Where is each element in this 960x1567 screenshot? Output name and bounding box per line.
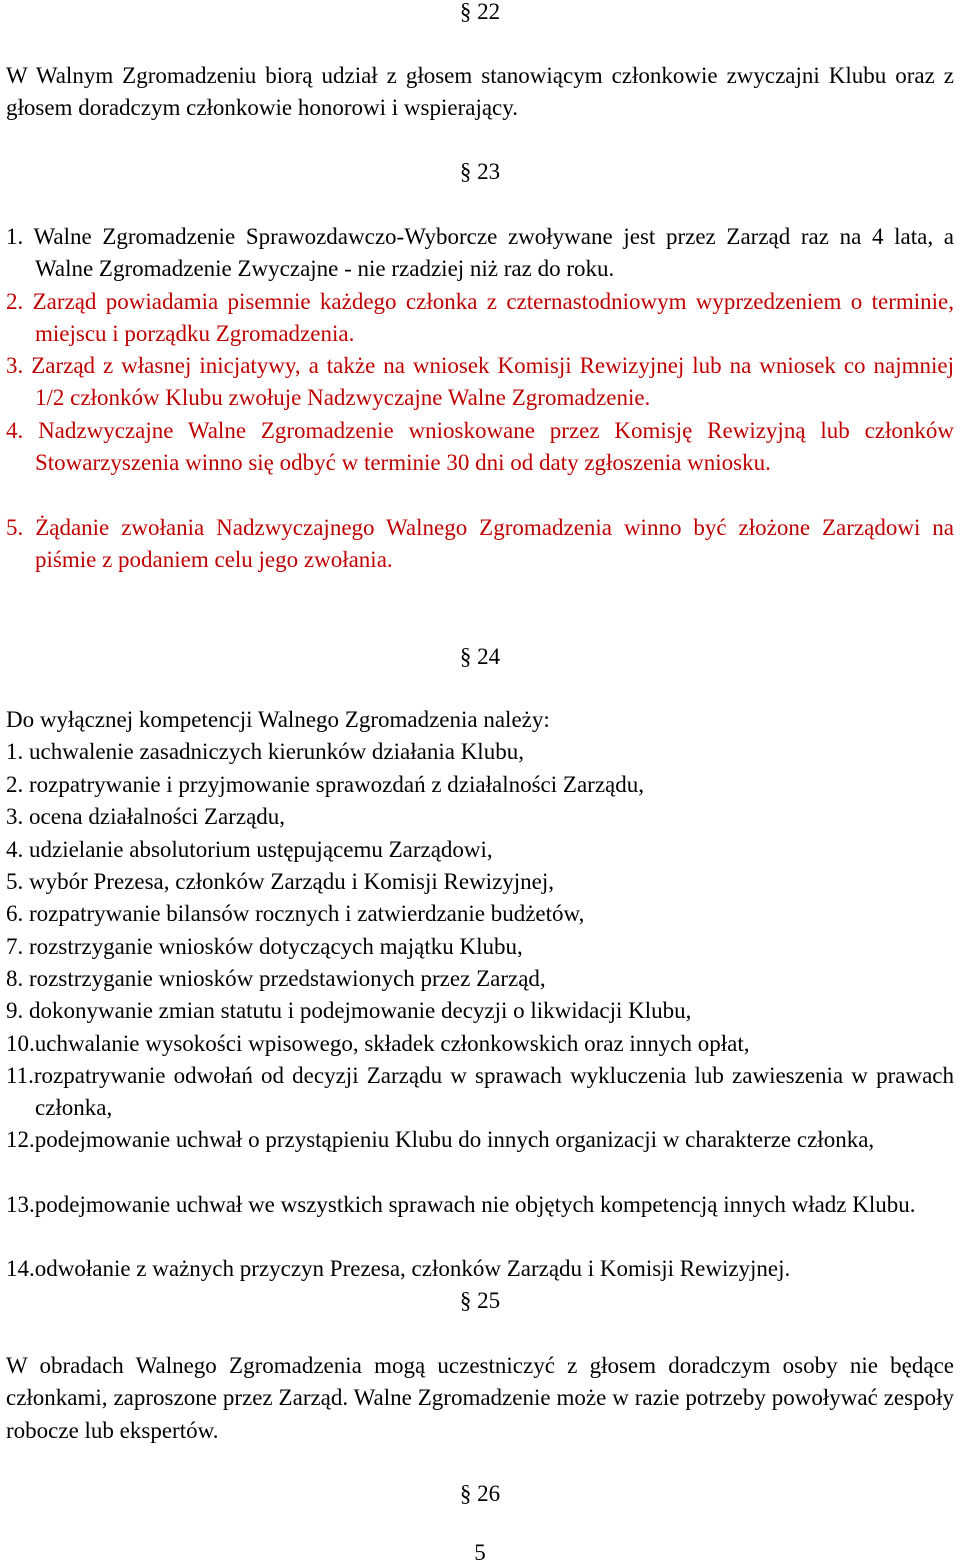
- section-24-item-2: 2. rozpatrywanie i przyjmowanie sprawozdań z działalności Zarządu,: [6, 772, 644, 797]
- section-heading-24: § 24: [459, 644, 501, 669]
- section-24-item-1: 1. uchwalenie zasadniczych kierunków działania Klubu,: [6, 739, 524, 764]
- section-24-item-14: 14.odwołanie z ważnych przyczyn Prezesa, członków Zarządu i Komisji Rewizyjnej.: [6, 1256, 791, 1281]
- section-24-item-6: 6. rozpatrywanie bilansów rocznych i zatwierdzanie budżetów,: [6, 901, 585, 926]
- section-23-item-5: 5. Żądanie zwołania Nadzwyczajnego Walnego Zgromadzenia winno być złożone Zarządowi na piśmie z podaniem celu jego zwołania.: [6, 515, 954, 573]
- section-23-item-3: 3. Zarząd z własnej inicjatywy, a także na wniosek Komisji Rewizyjnej lub na wniosek co najmniej 1/2 członków Klubu zwołuje Nadzwyczajne Walne Zgromadzenie.: [6, 353, 954, 411]
- section-24-item-11: 11.rozpatrywanie odwołań od decyzji Zarządu w sprawach wykluczenia lub zawieszenia w prawach członka,: [6, 1063, 954, 1121]
- section-heading-25: § 25: [459, 1288, 501, 1313]
- section-heading-22: § 22: [459, 0, 501, 24]
- section-24-item-3: 3. ocena działalności Zarządu,: [6, 804, 286, 829]
- section-24-item-7: 7. rozstrzyganie wniosków dotyczących majątku Klubu,: [6, 934, 523, 959]
- section-24-item-12: 12.podejmowanie uchwał o przystąpieniu Klubu do innych organizacji w charakterze członka,: [6, 1127, 875, 1152]
- section-24-item-13: 13.podejmowanie uchwał we wszystkich sprawach nie objętych kompetencją innych władz Klubu.: [6, 1192, 916, 1217]
- section-24-item-9: 9. dokonywanie zmian statutu i podejmowanie decyzji o likwidacji Klubu,: [6, 998, 692, 1023]
- section-heading-26: § 26: [459, 1481, 501, 1506]
- section-24-intro: Do wyłącznej kompetencji Walnego Zgromadzenia należy:: [6, 707, 550, 732]
- section-25-text: W obradach Walnego Zgromadzenia mogą uczestniczyć z głosem doradczym osoby nie będące członkami, zaproszone przez Zarząd. Walne Zgromadzenie może w razie potrzeby powoływać zespoły robocze lub ekspertów.: [6, 1353, 954, 1443]
- section-heading-23: § 23: [459, 159, 501, 184]
- section-24-item-5: 5. wybór Prezesa, członków Zarządu i Komisji Rewizyjnej,: [6, 869, 555, 894]
- section-24-item-10: 10.uchwalanie wysokości wpisowego, składek członkowskich oraz innych opłat,: [6, 1031, 750, 1056]
- section-22-text: W Walnym Zgromadzeniu biorą udział z głosem stanowiącym członkowie zwyczajni Klubu oraz z głosem doradczym członkowie honorowi i wspierający.: [6, 63, 954, 121]
- section-23-item-4: 4. Nadzwyczajne Walne Zgromadzenie wnioskowane przez Komisję Rewizyjną lub członków Stowarzyszenia winno się odbyć w terminie 30 dni od daty zgłoszenia wniosku.: [6, 418, 954, 476]
- section-23-item-2: 2. Zarząd powiadamia pisemnie każdego członka z czternastodniowym wyprzedzeniem o terminie, miejscu i porządku Zgromadzenia.: [6, 289, 954, 347]
- section-24-item-4: 4. udzielanie absolutorium ustępującemu Zarządowi,: [6, 837, 493, 862]
- section-24-item-8: 8. rozstrzyganie wniosków przedstawionych przez Zarząd,: [6, 966, 546, 991]
- page-number: 5: [474, 1540, 486, 1565]
- section-23-item-1: 1. Walne Zgromadzenie Sprawozdawczo-Wyborcze zwoływane jest przez Zarząd raz na 4 lata, a Walne Zgromadzenie Zwyczajne - nie rzadziej niż raz do roku.: [6, 224, 954, 282]
